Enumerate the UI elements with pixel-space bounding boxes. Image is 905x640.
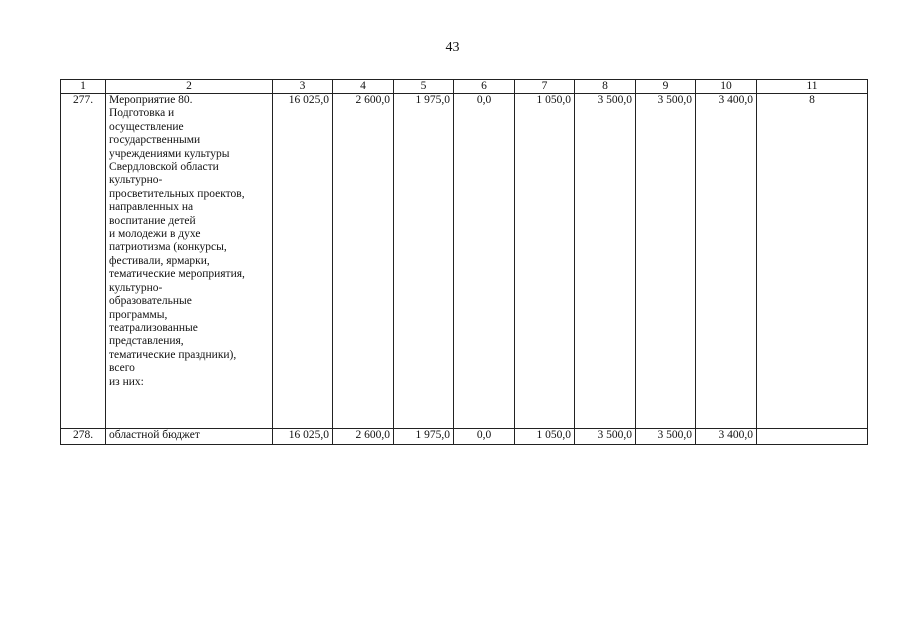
description-line: Мероприятие 80. [109,94,193,106]
value-cell: 1 050,0 [515,94,575,429]
value-cell: 3 500,0 [575,94,636,429]
column-header: 7 [515,80,575,94]
value-cell: 16 025,0 [273,94,333,429]
row-description [106,429,273,445]
value-cell: 2 600,0 [333,429,394,445]
description-line: всего [109,362,135,375]
description-line: культурно- [109,281,163,294]
reference-cell: 8 [757,94,868,429]
description-line: Подготовка и [109,107,175,120]
description-line: патриотизма (конкурсы, [109,241,227,254]
description-line: направленных на [109,201,194,214]
table-header-row [61,80,868,94]
column-header: 10 [696,80,757,94]
page-number: 43 [445,40,460,55]
value-cell: 1 975,0 [394,429,454,445]
value-cell: 3 400,0 [696,429,757,445]
column-header: 6 [454,80,515,94]
column-header: 11 [757,80,868,94]
value-cell: 16 025,0 [273,429,333,445]
description-line: государственными [109,134,201,147]
value-cell: 0,0 [454,429,515,445]
column-header: 8 [575,80,636,94]
row-index: 278. [61,429,106,445]
description-line: Свердловской области [109,161,219,174]
row-index: 277. [61,94,106,429]
description-line: представления, [109,335,184,348]
reference-cell [757,429,868,445]
table-row [61,94,868,429]
description-line: из них: [109,375,144,388]
value-cell: 2 600,0 [333,94,394,429]
description-line: воспитание детей [109,214,196,227]
value-cell: 3 500,0 [575,429,636,445]
description-line: учреждениями культуры [109,147,230,160]
budget-table [60,79,868,445]
description-line: фестивали, ярмарки, [109,254,210,267]
description-line: осуществление [109,120,184,133]
table-row [61,429,868,445]
value-cell: 1 975,0 [394,94,454,429]
column-header: 2 [106,80,273,94]
value-cell: 0,0 [454,94,515,429]
description-line: областной бюджет [109,429,200,441]
description-line: культурно- [109,174,163,187]
description-line: театрализованные [109,321,198,334]
value-cell: 3 500,0 [636,94,696,429]
description-line: программы, [109,308,168,321]
description-line: просветительных проектов, [109,187,245,200]
value-cell: 3 500,0 [636,429,696,445]
description-line: и молодежи в духе [109,228,201,241]
description-line: тематические мероприятия, [109,268,245,281]
value-cell: 3 400,0 [696,94,757,429]
column-header: 1 [61,80,106,94]
description-line: образовательные [109,295,192,308]
row-description [106,94,273,429]
description-line: тематические праздники), [109,348,237,361]
value-cell: 1 050,0 [515,429,575,445]
column-header: 4 [333,80,394,94]
column-header: 3 [273,80,333,94]
column-header: 9 [636,80,696,94]
column-header: 5 [394,80,454,94]
